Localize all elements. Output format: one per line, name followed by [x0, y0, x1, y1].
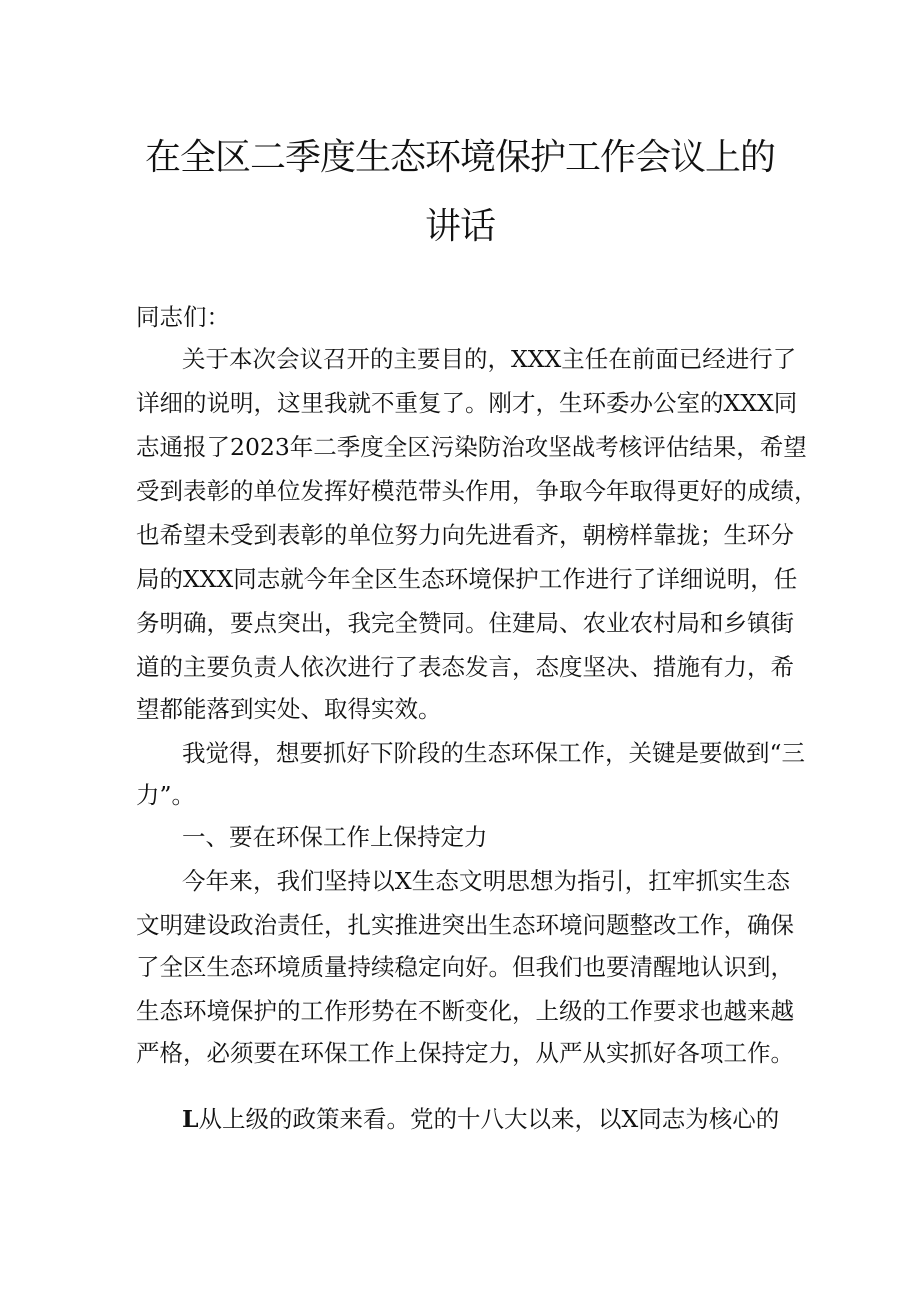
paragraph-3-line-1: 今年来，我们坚持以X生态文明思想为指引，扛牢抓实生态: [182, 867, 790, 895]
document-title-line-1: 在全区二季度生态环境保护工作会议上的: [144, 137, 775, 178]
salutation: 同志们：: [136, 303, 230, 331]
paragraph-1-line-7: 务明确，要点突出，我完全赞同。住建局、农业农村局和乡镇街: [136, 609, 794, 637]
paragraph-1-line-6: 局的XXX同志就今年全区生态环境保护工作进行了详细说明，任: [136, 565, 798, 593]
paragraph-3-line-5: 严格，必须要在环保工作上保持定力，从严从实抓好各项工作。: [136, 1039, 794, 1067]
paragraph-2-line-2: 力”。: [136, 781, 196, 809]
paragraph-4-line-1: [182, 1100, 779, 1138]
paragraph-1-line-2: 详细的说明，这里我就不重复了。刚才，生环委办公室的XXX同: [136, 389, 798, 417]
paragraph-1-line-9: 望都能落到实处、取得实效。: [136, 695, 442, 723]
paragraph-2-line-1: 我觉得，想要抓好下阶段的生态环保工作，关键是要做到“三: [182, 739, 806, 767]
paragraph-4-text: 从上级的政策来看。党的十八大以来，以X同志为核心的: [198, 1105, 780, 1133]
section-heading-1: 一、要在环保工作上保持定力: [182, 823, 488, 851]
paragraph-3-line-2: 文明建设政治责任，扎实推进突出生态环境问题整改工作，确保: [136, 911, 794, 939]
document-title-line-2: 讲话: [424, 206, 495, 247]
paragraph-1-line-8: 道的主要负责人依次进行了表态发言，态度坚决、措施有力，希: [136, 653, 794, 681]
paragraph-1-line-1: 关于本次会议召开的主要目的，XXX主任在前面已经进行了: [182, 345, 797, 373]
paragraph-3-line-3: 了全区生态环境质量持续稳定向好。但我们也要清醒地认识到，: [136, 953, 794, 981]
paragraph-1-line-3: 志通报了2023年二季度全区污染防治攻坚战考核评估结果，希望: [136, 433, 807, 461]
paragraph-3-line-4: 生态环境保护的工作形势在不断变化，上级的工作要求也越来越: [136, 997, 794, 1025]
list-marker: L: [182, 1105, 199, 1133]
paragraph-1-line-5: 也希望未受到表彰的单位努力向先进看齐，朝榜样靠拢；生环分: [136, 521, 794, 549]
paragraph-1-line-4: 受到表彰的单位发挥好模范带头作用，争取今年取得更好的成绩，: [136, 477, 818, 505]
